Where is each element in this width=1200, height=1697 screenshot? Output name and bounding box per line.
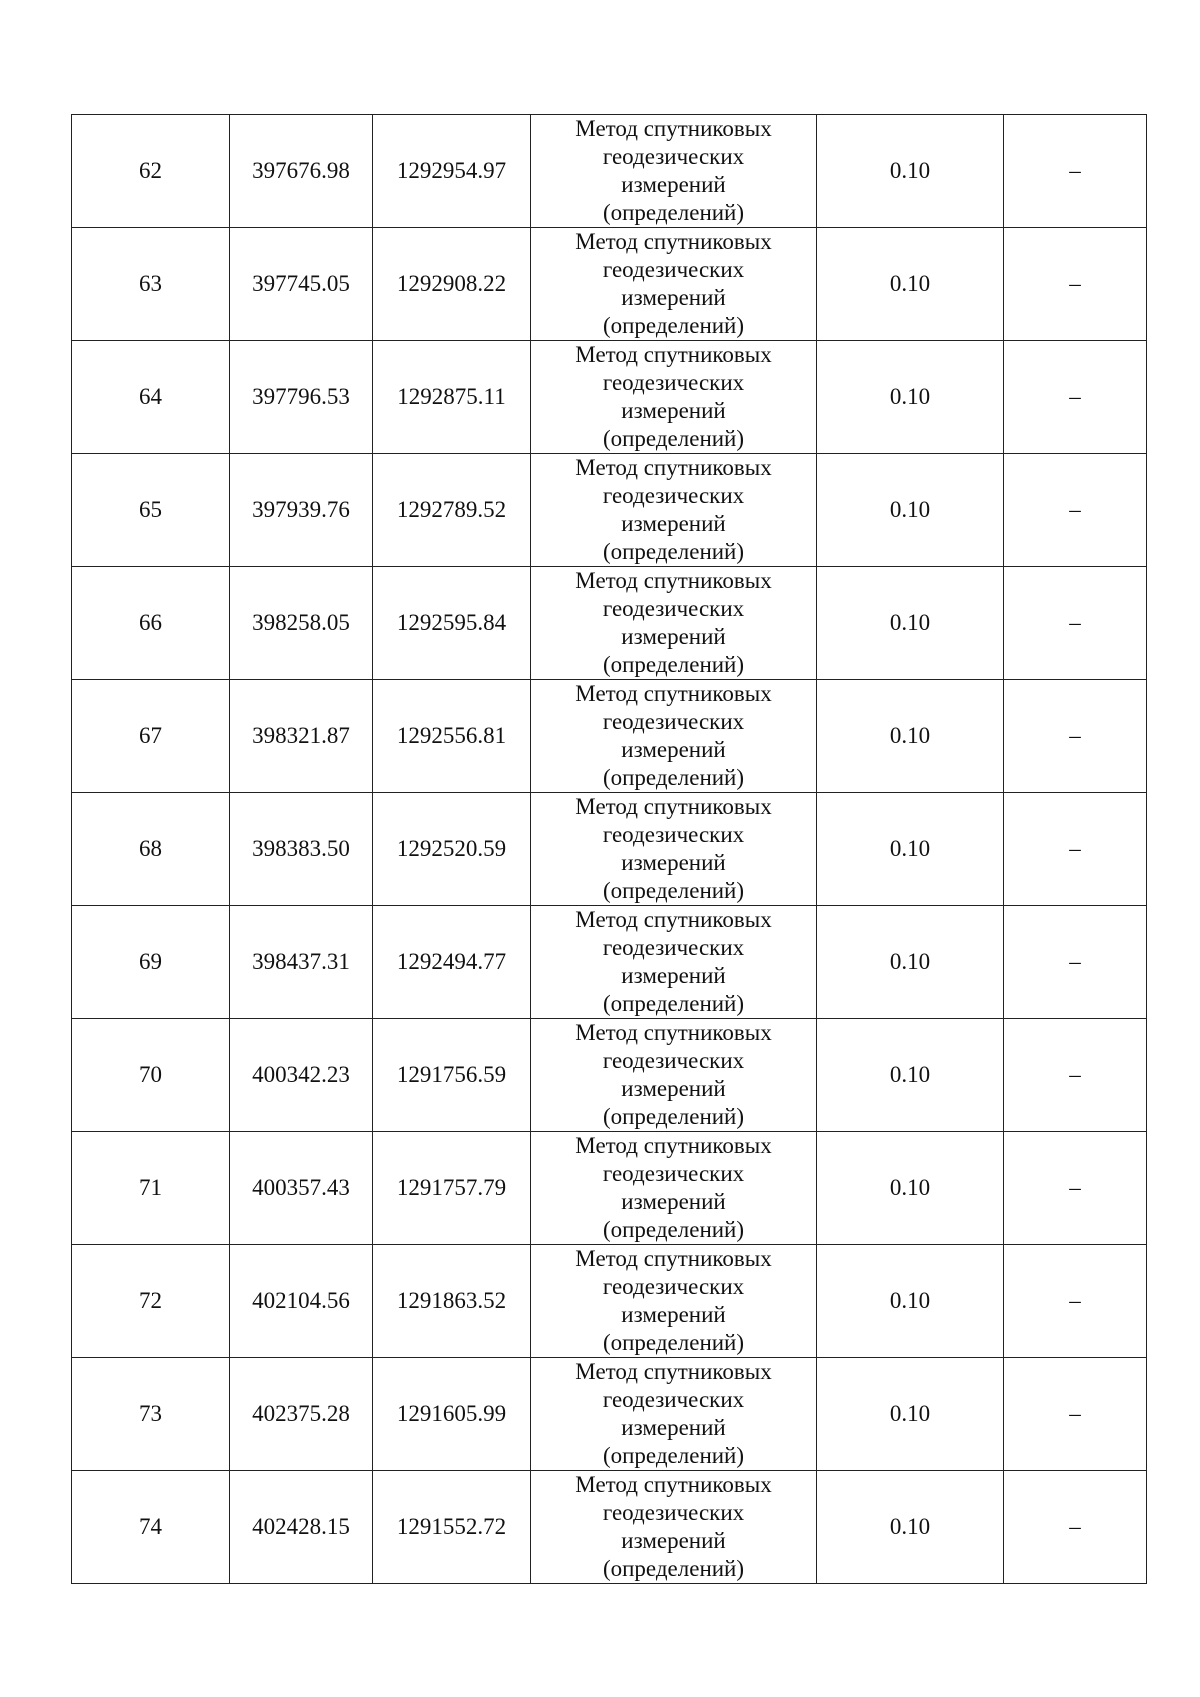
method-text-line: измерений bbox=[621, 737, 726, 762]
x-coordinate-cell: 398383.50 bbox=[230, 793, 373, 906]
table-row bbox=[72, 454, 1147, 567]
method-text-line: измерений bbox=[621, 1076, 726, 1101]
point-number-cell: 63 bbox=[72, 228, 230, 341]
method-text-line: (определений) bbox=[602, 991, 745, 1016]
method-text-line: (определений) bbox=[602, 200, 745, 225]
method-text-line: измерений bbox=[621, 398, 726, 423]
x-coordinate-cell: 398437.31 bbox=[230, 906, 373, 1019]
extra-cell: – bbox=[1004, 341, 1147, 454]
extra-cell: – bbox=[1004, 1245, 1147, 1358]
method-text-line: Метод спутниковых bbox=[575, 1359, 772, 1384]
extra-cell: – bbox=[1004, 680, 1147, 793]
method-text-line: измерений bbox=[621, 1415, 726, 1440]
accuracy-cell: 0.10 bbox=[817, 454, 1004, 567]
method-cell bbox=[531, 1245, 817, 1358]
accuracy-cell: 0.10 bbox=[817, 228, 1004, 341]
y-coordinate-cell: 1292494.77 bbox=[373, 906, 531, 1019]
method-cell bbox=[531, 1471, 817, 1584]
y-coordinate-cell: 1291605.99 bbox=[373, 1358, 531, 1471]
method-text-line: (определений) bbox=[602, 765, 745, 790]
accuracy-cell: 0.10 bbox=[817, 1471, 1004, 1584]
point-number-cell: 62 bbox=[72, 115, 230, 228]
y-coordinate-cell: 1291757.79 bbox=[373, 1132, 531, 1245]
method-text-line: Метод спутниковых bbox=[575, 116, 772, 141]
table-row bbox=[72, 680, 1147, 793]
method-text-line: Метод спутниковых bbox=[575, 342, 772, 367]
method-text-line: Метод спутниковых bbox=[575, 229, 772, 254]
y-coordinate-cell: 1292520.59 bbox=[373, 793, 531, 906]
table-row bbox=[72, 1471, 1147, 1584]
table-row bbox=[72, 1245, 1147, 1358]
method-text-line: геодезических bbox=[602, 144, 745, 169]
method-text-line: (определений) bbox=[602, 1104, 745, 1129]
y-coordinate-cell: 1292556.81 bbox=[373, 680, 531, 793]
method-cell bbox=[531, 341, 817, 454]
coordinates-table-body bbox=[72, 115, 1147, 1584]
y-coordinate-cell: 1291756.59 bbox=[373, 1019, 531, 1132]
coordinates-table bbox=[71, 114, 1147, 1584]
accuracy-cell: 0.10 bbox=[817, 1245, 1004, 1358]
extra-cell: – bbox=[1004, 228, 1147, 341]
method-cell bbox=[531, 1358, 817, 1471]
extra-cell: – bbox=[1004, 115, 1147, 228]
method-text-line: геодезических bbox=[602, 1387, 745, 1412]
method-text-line: Метод спутниковых bbox=[575, 1133, 772, 1158]
method-text-line: измерений bbox=[621, 1528, 726, 1553]
method-text-line: Метод спутниковых bbox=[575, 681, 772, 706]
table-row bbox=[72, 115, 1147, 228]
method-text-line: (определений) bbox=[602, 652, 745, 677]
method-cell bbox=[531, 454, 817, 567]
accuracy-cell: 0.10 bbox=[817, 680, 1004, 793]
x-coordinate-cell: 397939.76 bbox=[230, 454, 373, 567]
point-number-cell: 65 bbox=[72, 454, 230, 567]
method-text-line: Метод спутниковых bbox=[575, 1472, 772, 1497]
x-coordinate-cell: 397745.05 bbox=[230, 228, 373, 341]
y-coordinate-cell: 1292875.11 bbox=[373, 341, 531, 454]
method-text-line: геодезических bbox=[602, 1274, 745, 1299]
method-cell bbox=[531, 906, 817, 1019]
method-text-line: (определений) bbox=[602, 1556, 745, 1581]
accuracy-cell: 0.10 bbox=[817, 793, 1004, 906]
point-number-cell: 73 bbox=[72, 1358, 230, 1471]
method-cell bbox=[531, 228, 817, 341]
method-text-line: Метод спутниковых bbox=[575, 1020, 772, 1045]
point-number-cell: 71 bbox=[72, 1132, 230, 1245]
method-text-line: геодезических bbox=[602, 370, 745, 395]
point-number-cell: 67 bbox=[72, 680, 230, 793]
method-text-line: Метод спутниковых bbox=[575, 568, 772, 593]
x-coordinate-cell: 397676.98 bbox=[230, 115, 373, 228]
method-text-line: (определений) bbox=[602, 878, 745, 903]
x-coordinate-cell: 398321.87 bbox=[230, 680, 373, 793]
x-coordinate-cell: 400357.43 bbox=[230, 1132, 373, 1245]
method-cell bbox=[531, 793, 817, 906]
extra-cell: – bbox=[1004, 1019, 1147, 1132]
extra-cell: – bbox=[1004, 1132, 1147, 1245]
method-text-line: Метод спутниковых bbox=[575, 907, 772, 932]
point-number-cell: 69 bbox=[72, 906, 230, 1019]
method-text-line: (определений) bbox=[602, 426, 745, 451]
method-text-line: (определений) bbox=[602, 539, 745, 564]
table-row bbox=[72, 341, 1147, 454]
method-cell bbox=[531, 115, 817, 228]
method-text-line: (определений) bbox=[602, 1330, 745, 1355]
extra-cell: – bbox=[1004, 906, 1147, 1019]
point-number-cell: 64 bbox=[72, 341, 230, 454]
method-text-line: Метод спутниковых bbox=[575, 1246, 772, 1271]
method-text-line: измерений bbox=[621, 1302, 726, 1327]
method-text-line: геодезических bbox=[602, 1161, 745, 1186]
table-row bbox=[72, 1358, 1147, 1471]
method-text-line: (определений) bbox=[602, 313, 745, 338]
method-text-line: измерений bbox=[621, 1189, 726, 1214]
method-text-line: геодезических bbox=[602, 1048, 745, 1073]
extra-cell: – bbox=[1004, 567, 1147, 680]
accuracy-cell: 0.10 bbox=[817, 1019, 1004, 1132]
y-coordinate-cell: 1291863.52 bbox=[373, 1245, 531, 1358]
extra-cell: – bbox=[1004, 454, 1147, 567]
accuracy-cell: 0.10 bbox=[817, 567, 1004, 680]
method-text-line: Метод спутниковых bbox=[575, 455, 772, 480]
method-text-line: геодезических bbox=[602, 935, 745, 960]
method-text-line: измерений bbox=[621, 172, 726, 197]
method-text-line: геодезических bbox=[602, 596, 745, 621]
x-coordinate-cell: 402428.15 bbox=[230, 1471, 373, 1584]
extra-cell: – bbox=[1004, 793, 1147, 906]
method-text-line: геодезических bbox=[602, 257, 745, 282]
point-number-cell: 74 bbox=[72, 1471, 230, 1584]
method-text-line: (определений) bbox=[602, 1217, 745, 1242]
table-row bbox=[72, 906, 1147, 1019]
table-row bbox=[72, 1132, 1147, 1245]
method-text-line: (определений) bbox=[602, 1443, 745, 1468]
point-number-cell: 70 bbox=[72, 1019, 230, 1132]
method-cell bbox=[531, 1019, 817, 1132]
accuracy-cell: 0.10 bbox=[817, 1358, 1004, 1471]
y-coordinate-cell: 1292908.22 bbox=[373, 228, 531, 341]
method-text-line: измерений bbox=[621, 285, 726, 310]
method-text-line: геодезических bbox=[602, 1500, 745, 1525]
table-row bbox=[72, 228, 1147, 341]
extra-cell: – bbox=[1004, 1358, 1147, 1471]
method-text-line: Метод спутниковых bbox=[575, 794, 772, 819]
method-text-line: измерений bbox=[621, 511, 726, 536]
table-row bbox=[72, 793, 1147, 906]
y-coordinate-cell: 1292789.52 bbox=[373, 454, 531, 567]
method-cell bbox=[531, 567, 817, 680]
y-coordinate-cell: 1292595.84 bbox=[373, 567, 531, 680]
method-text-line: измерений bbox=[621, 850, 726, 875]
x-coordinate-cell: 402104.56 bbox=[230, 1245, 373, 1358]
extra-cell: – bbox=[1004, 1471, 1147, 1584]
accuracy-cell: 0.10 bbox=[817, 115, 1004, 228]
method-text-line: геодезических bbox=[602, 709, 745, 734]
method-text-line: геодезических bbox=[602, 483, 745, 508]
accuracy-cell: 0.10 bbox=[817, 906, 1004, 1019]
method-cell bbox=[531, 1132, 817, 1245]
accuracy-cell: 0.10 bbox=[817, 341, 1004, 454]
method-text-line: измерений bbox=[621, 963, 726, 988]
x-coordinate-cell: 398258.05 bbox=[230, 567, 373, 680]
x-coordinate-cell: 397796.53 bbox=[230, 341, 373, 454]
x-coordinate-cell: 402375.28 bbox=[230, 1358, 373, 1471]
method-cell bbox=[531, 680, 817, 793]
method-text-line: измерений bbox=[621, 624, 726, 649]
point-number-cell: 72 bbox=[72, 1245, 230, 1358]
point-number-cell: 68 bbox=[72, 793, 230, 906]
accuracy-cell: 0.10 bbox=[817, 1132, 1004, 1245]
y-coordinate-cell: 1292954.97 bbox=[373, 115, 531, 228]
method-text-line: геодезических bbox=[602, 822, 745, 847]
x-coordinate-cell: 400342.23 bbox=[230, 1019, 373, 1132]
point-number-cell: 66 bbox=[72, 567, 230, 680]
table-row bbox=[72, 1019, 1147, 1132]
y-coordinate-cell: 1291552.72 bbox=[373, 1471, 531, 1584]
table-row bbox=[72, 567, 1147, 680]
